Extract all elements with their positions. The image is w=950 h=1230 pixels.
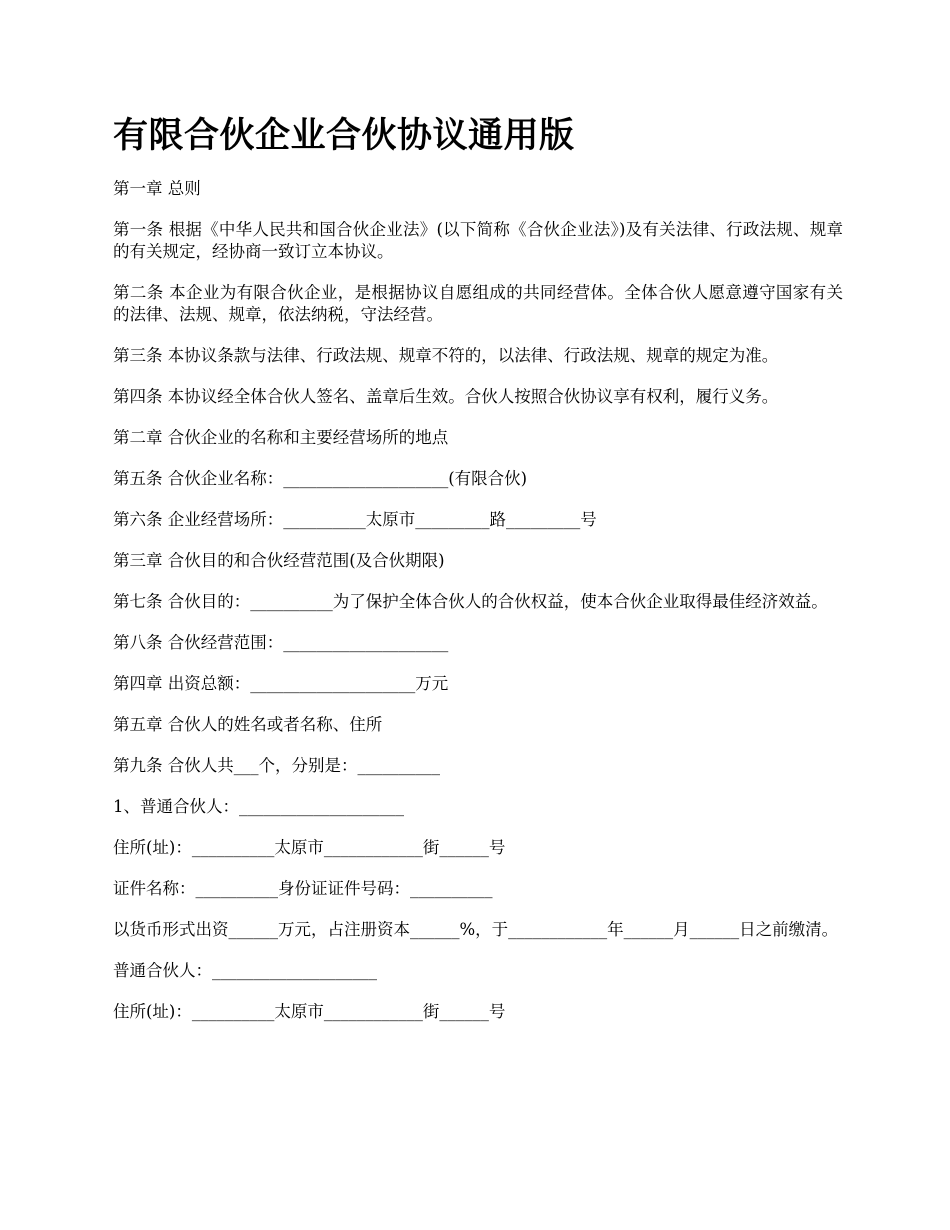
- article-4: 第四条 本协议经全体合伙人签名、盖章后生效。合伙人按照合伙协议享有权利，履行义务。: [113, 387, 779, 406]
- article-6: 第六条 企业经营场所：__________太原市_________路_________号: [113, 510, 597, 529]
- chapter-4-heading: 第四章 出资总额：____________________万元: [113, 674, 449, 693]
- general-partner-1: 1、普通合伙人：____________________: [113, 797, 404, 816]
- article-9: 第九条 合伙人共___个，分别是：__________: [113, 756, 440, 775]
- partner-1-address: 住所(址)：__________太原市____________街______号: [113, 838, 506, 857]
- article-1: 第一条 根据《中华人民共和国合伙企业法》(以下简称《合伙企业法》)及有关法律、行政法规、规章的有关规定，经协商一致订立本协议。: [113, 220, 843, 261]
- partner-1-id: 证件名称：__________身份证证件号码：__________: [113, 879, 493, 898]
- document-title: 有限合伙企业合伙协议通用版: [113, 116, 575, 156]
- article-2: 第二条 本企业为有限合伙企业，是根据协议自愿组成的共同经营体。全体合伙人愿意遵守国家有关的法律、法规、规章，依法纳税，守法经营。: [113, 283, 843, 324]
- chapter-1-heading: 第一章 总则: [113, 179, 201, 198]
- partner-2-address: 住所(址)：__________太原市____________街______号: [113, 1002, 506, 1021]
- article-5: 第五条 合伙企业名称：____________________(有限合伙): [113, 469, 528, 488]
- chapter-3-heading: 第三章 合伙目的和合伙经营范围(及合伙期限): [113, 551, 445, 570]
- chapter-5-heading: 第五章 合伙人的姓名或者名称、住所: [113, 715, 383, 734]
- document-page: [113, 110, 843, 1042]
- general-partner-2: 普通合伙人：____________________: [113, 961, 377, 980]
- partner-1-contribution: 以货币形式出资______万元，占注册资本______%，于____________年______月______日之前缴清。: [113, 920, 839, 939]
- article-7: 第七条 合伙目的：__________为了保护全体合伙人的合伙权益，使本合伙企业取得最佳经济效益。: [113, 592, 828, 611]
- article-8: 第八条 合伙经营范围：____________________: [113, 633, 449, 652]
- chapter-2-heading: 第二章 合伙企业的名称和主要经营场所的地点: [113, 428, 449, 447]
- article-3: 第三条 本协议条款与法律、行政法规、规章不符的，以法律、行政法规、规章的规定为准。: [113, 346, 779, 365]
